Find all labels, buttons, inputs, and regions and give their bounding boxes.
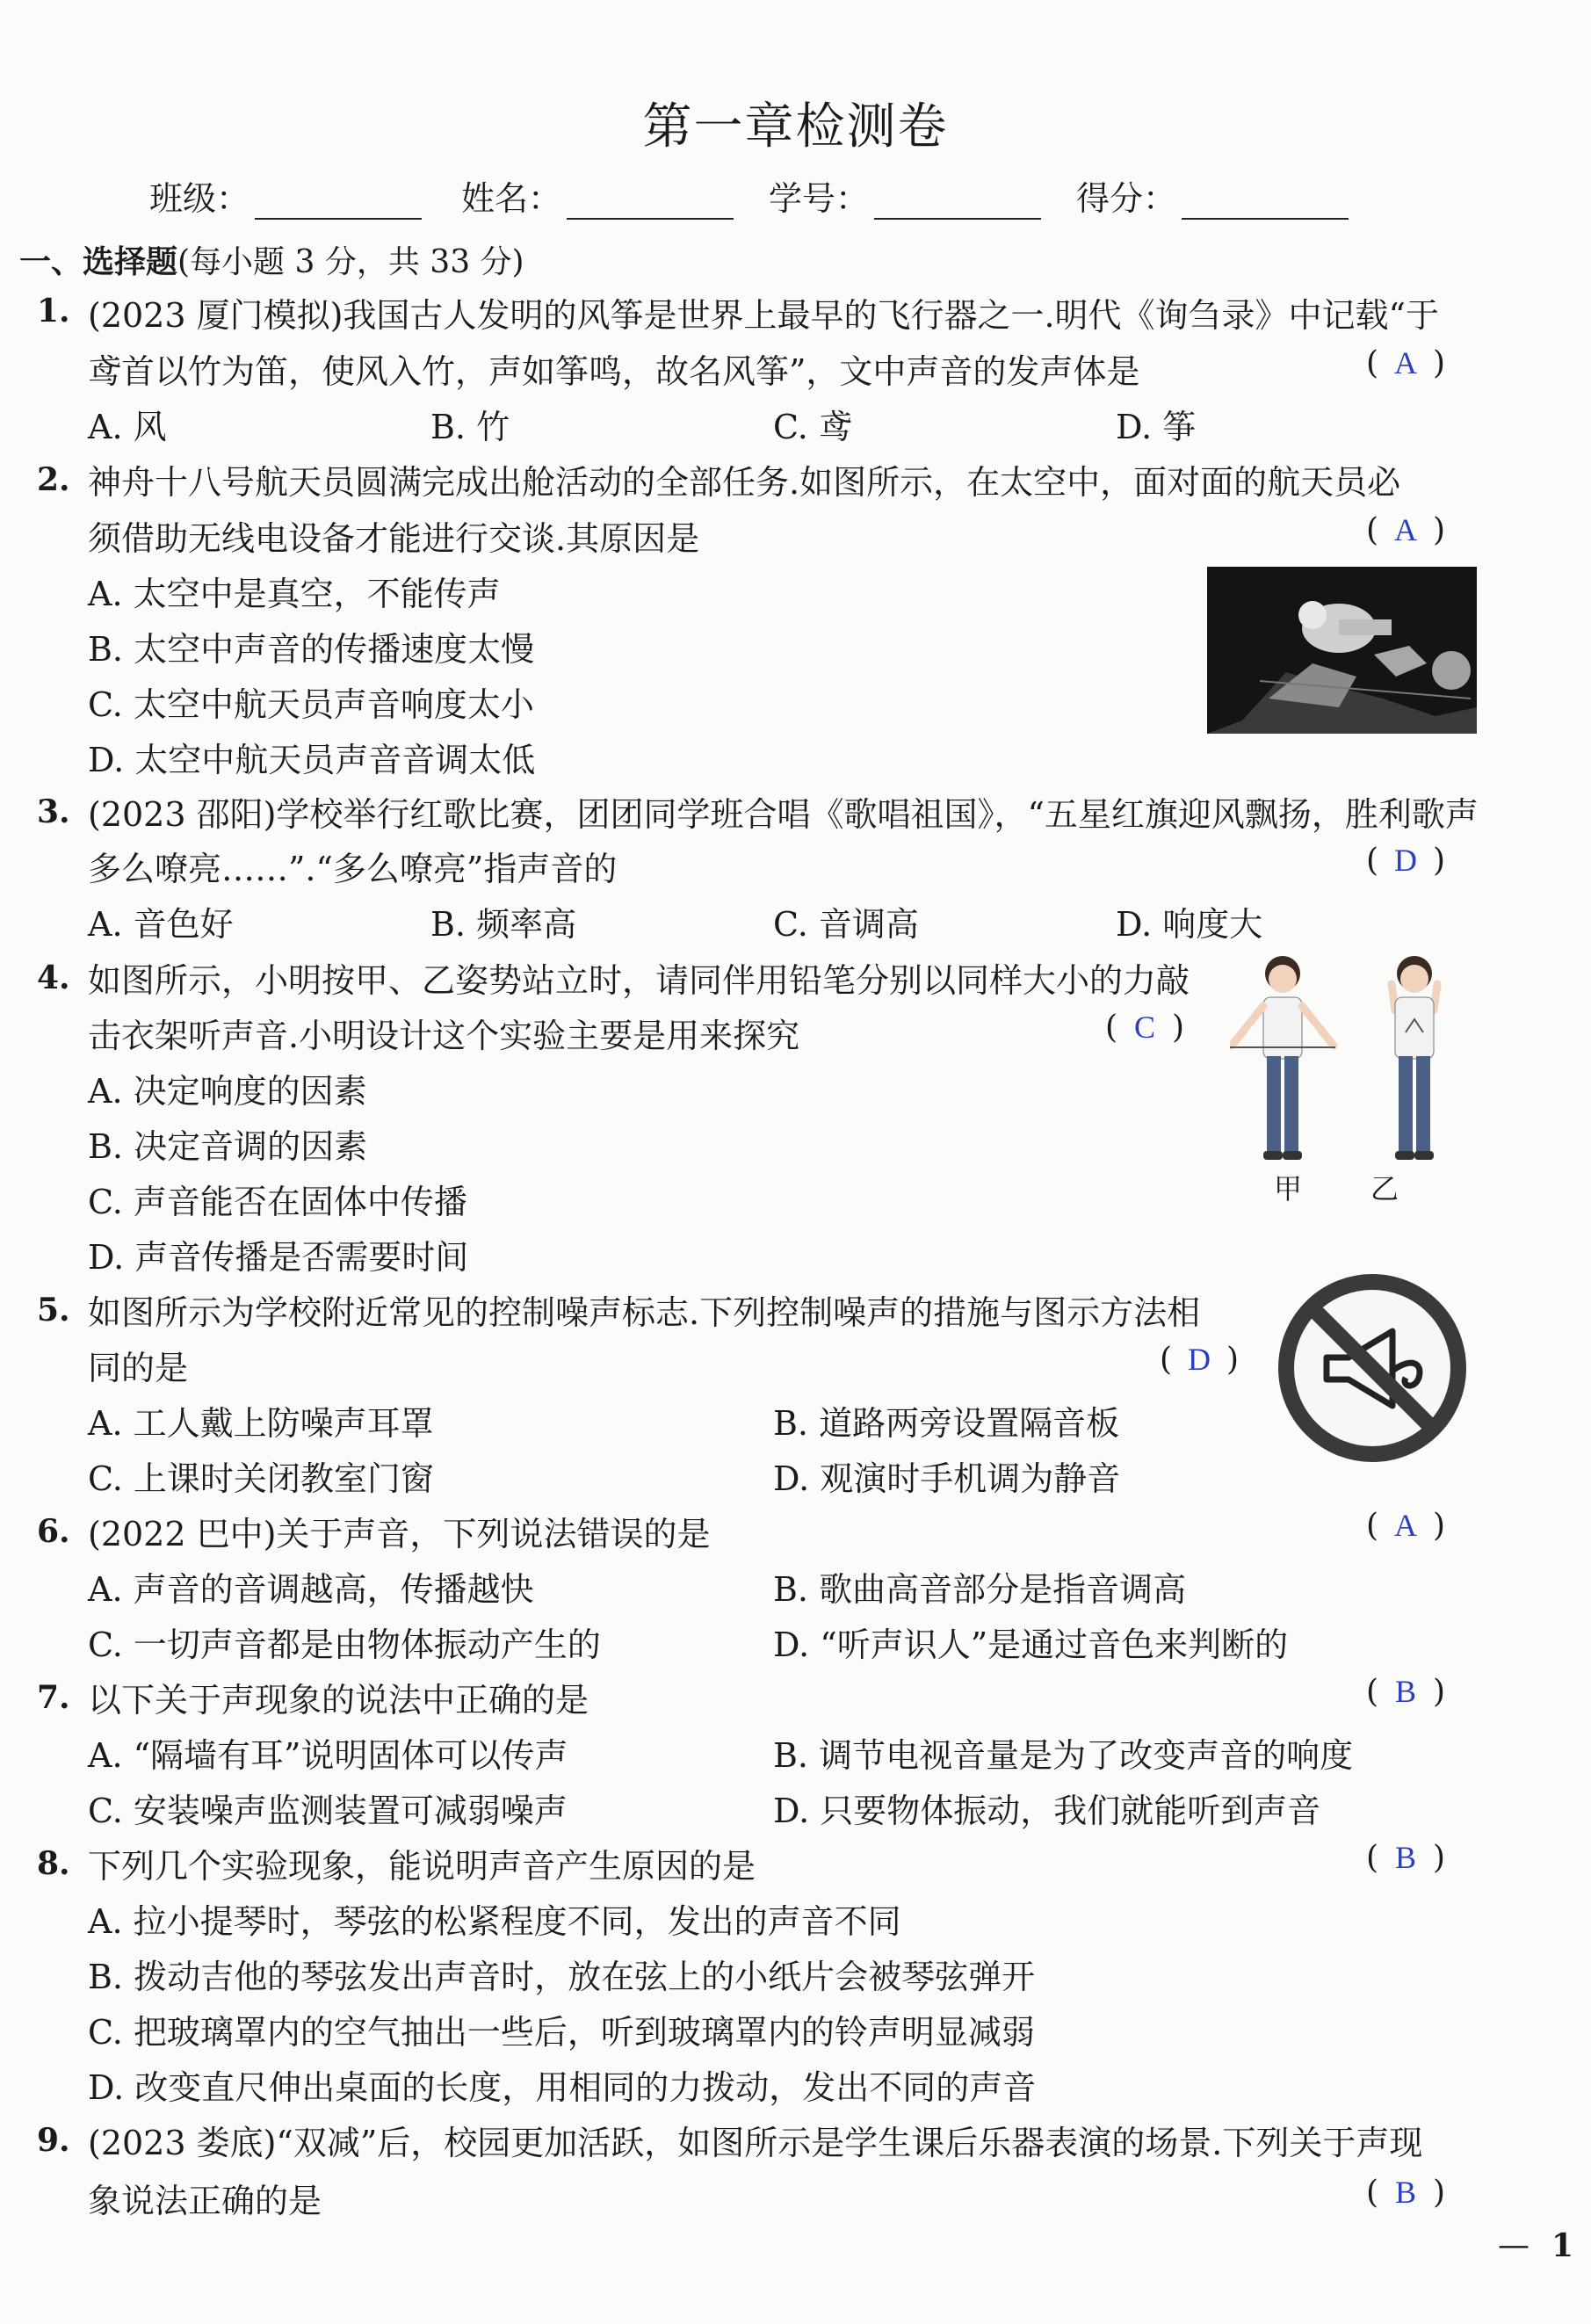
option[interactable]: D. 声音传播是否需要时间 [88, 1238, 469, 1277]
option[interactable]: A. 拉小提琴时，琴弦的松紧程度不同，发出的声音不同 [88, 1902, 901, 1941]
student-figure-yi [1392, 956, 1437, 1160]
question-text: 象说法正确的是 [88, 2182, 322, 2220]
student-figure [1230, 949, 1485, 1195]
student-id-label: 学号： [769, 179, 870, 218]
question-text: (2023 厦门模拟)我国古人发明的风筝是世界上最早的飞行器之一.明代《询刍录》中记载“于 [88, 296, 1439, 335]
page-number-dash: — [1498, 2227, 1530, 2263]
answer-box: ( B ) [1366, 1674, 1446, 1710]
answer-letter: B [1395, 2175, 1417, 2210]
answer-box: ( B ) [1366, 1840, 1446, 1876]
answer-letter: A [1394, 345, 1418, 380]
section-heading [19, 237, 524, 282]
student-id-field [769, 171, 1041, 220]
answer-box: ( C ) [1105, 1010, 1185, 1046]
answer-letter: D [1394, 843, 1418, 878]
option[interactable]: C. 安装噪声监测装置可减弱噪声 [88, 1792, 568, 1830]
answer-letter: A [1394, 512, 1418, 547]
option[interactable]: C. 上课时关闭教室门窗 [88, 1459, 434, 1498]
question-text: 神舟十八号航天员圆满完成出舱活动的全部任务.如图所示，在太空中，面对面的航天员必 [88, 463, 1401, 502]
option[interactable]: C. 音调高 [773, 905, 919, 944]
question-text: 以下关于声现象的说法中正确的是 [88, 1681, 589, 1719]
option[interactable]: A. 太空中是真空，不能传声 [88, 575, 501, 613]
question-number: 9. [37, 2122, 70, 2159]
question-text: 同的是 [88, 1349, 189, 1387]
option[interactable]: D. 响度大 [1116, 905, 1263, 944]
question-text: 击衣架听声音.小明设计这个实验主要是用来探究 [88, 1017, 800, 1055]
answer-box: ( A ) [1366, 345, 1446, 381]
page-number: 1 [1551, 2227, 1573, 2264]
option[interactable]: B. 频率高 [430, 905, 577, 944]
option[interactable]: D. “听声识人”是通过音色来判断的 [773, 1625, 1289, 1664]
no-horn-sign-icon [1278, 1274, 1467, 1463]
option[interactable]: B. 太空中声音的传播速度太慢 [88, 630, 535, 669]
answer-letter: B [1395, 1674, 1417, 1709]
answer-box: ( D ) [1160, 1342, 1240, 1378]
answer-letter: A [1394, 1508, 1418, 1543]
answer-box: ( D ) [1366, 843, 1446, 879]
option[interactable]: B. 决定音调的因素 [88, 1127, 368, 1166]
question-text: 鸢首以竹为笛，使风入竹，声如筝鸣，故名风筝”，文中声音的发声体是 [88, 352, 1140, 391]
option[interactable]: C. 鸢 [773, 408, 852, 446]
question-text: 多么嘹亮……”.“多么嘹亮”指声音的 [88, 850, 618, 888]
option[interactable]: A. “隔墙有耳”说明固体可以传声 [88, 1736, 568, 1775]
page-title: 第一章检测卷 [642, 98, 949, 156]
question-number: 6. [37, 1513, 70, 1550]
section-score-note: (每小题 3 分，共 33 分) [177, 244, 524, 280]
option[interactable]: C. 太空中航天员声音响度太小 [88, 685, 534, 724]
student-figure-jia [1230, 956, 1335, 1160]
question-number: 2. [37, 461, 70, 498]
score-label: 得分： [1076, 179, 1177, 218]
option[interactable]: A. 音色好 [88, 905, 234, 944]
option[interactable]: B. 竹 [430, 408, 510, 446]
question-text: 下列几个实验现象，能说明声音产生原因的是 [88, 1847, 756, 1886]
question-text: 如图所示为学校附近常见的控制噪声标志.下列控制噪声的措施与图示方法相 [88, 1293, 1201, 1332]
option[interactable]: B. 调节电视音量是为了改变声音的响度 [773, 1736, 1354, 1775]
question-text: (2023 娄底)“双减”后，校园更加活跃，如图所示是学生课后乐器表演的场景.下列关于声现 [88, 2124, 1423, 2162]
answer-letter: D [1188, 1342, 1211, 1377]
option[interactable]: D. 观演时手机调为静音 [773, 1459, 1121, 1498]
class-label: 班级： [149, 179, 250, 218]
astronaut-photo [1207, 567, 1477, 734]
answer-box: ( B ) [1366, 2175, 1446, 2211]
option[interactable]: B. 道路两旁设置隔音板 [773, 1404, 1120, 1443]
question-number: 1. [37, 293, 70, 329]
question-number: 7. [37, 1679, 70, 1716]
option[interactable]: A. 声音的音调越高，传播越快 [88, 1570, 534, 1609]
option[interactable]: D. 只要物体振动，我们就能听到声音 [773, 1792, 1321, 1830]
question-number: 4. [37, 959, 70, 996]
option[interactable]: D. 改变直尺伸出桌面的长度，用相同的力拨动，发出不同的声音 [88, 2068, 1037, 2107]
question-text: (2023 邵阳)学校举行红歌比赛，团团同学班合唱《歌唱祖国》，“五星红旗迎风飘扬，胜利歌声 [88, 795, 1479, 834]
figure-label-jia: 甲 [1274, 1172, 1303, 1205]
option[interactable]: C. 把玻璃罩内的空气抽出一些后，听到玻璃罩内的铃声明显减弱 [88, 2013, 1035, 2052]
answer-box: ( A ) [1366, 1508, 1446, 1544]
astronaut-illustration [1207, 567, 1477, 734]
option[interactable]: D. 筝 [1116, 408, 1197, 446]
class-blank[interactable] [255, 186, 422, 220]
question-text: (2022 巴中)关于声音，下列说法错误的是 [88, 1515, 711, 1553]
figure-label-yi: 乙 [1370, 1172, 1399, 1205]
answer-box: ( A ) [1366, 512, 1446, 548]
name-label: 姓名： [461, 179, 562, 218]
question-number: 8. [37, 1845, 70, 1882]
option[interactable]: C. 声音能否在固体中传播 [88, 1183, 467, 1221]
score-blank[interactable] [1182, 186, 1349, 220]
score-field [1076, 171, 1349, 220]
question-text: 须借助无线电设备才能进行交谈.其原因是 [88, 519, 700, 558]
student-id-blank[interactable] [874, 186, 1041, 220]
option[interactable]: B. 歌曲高音部分是指音调高 [773, 1570, 1187, 1609]
option[interactable]: A. 工人戴上防噪声耳罩 [88, 1404, 434, 1443]
option[interactable]: D. 太空中航天员声音音调太低 [88, 741, 536, 779]
option[interactable]: B. 拨动吉他的琴弦发出声音时，放在弦上的小纸片会被琴弦弹开 [88, 1958, 1036, 1996]
section-title: 一、选择题 [19, 244, 178, 280]
option[interactable]: A. 风 [88, 408, 167, 446]
option[interactable]: C. 一切声音都是由物体振动产生的 [88, 1625, 601, 1664]
question-number: 3. [37, 793, 70, 830]
answer-letter: B [1395, 1840, 1417, 1875]
question-text: 如图所示，小明按甲、乙姿势站立时，请同伴用铅笔分别以同样大小的力敲 [88, 961, 1190, 1000]
class-field [149, 171, 422, 220]
name-field [461, 171, 734, 220]
name-blank[interactable] [567, 186, 734, 220]
answer-letter: C [1134, 1010, 1156, 1045]
option[interactable]: A. 决定响度的因素 [88, 1072, 367, 1111]
question-number: 5. [37, 1292, 70, 1329]
